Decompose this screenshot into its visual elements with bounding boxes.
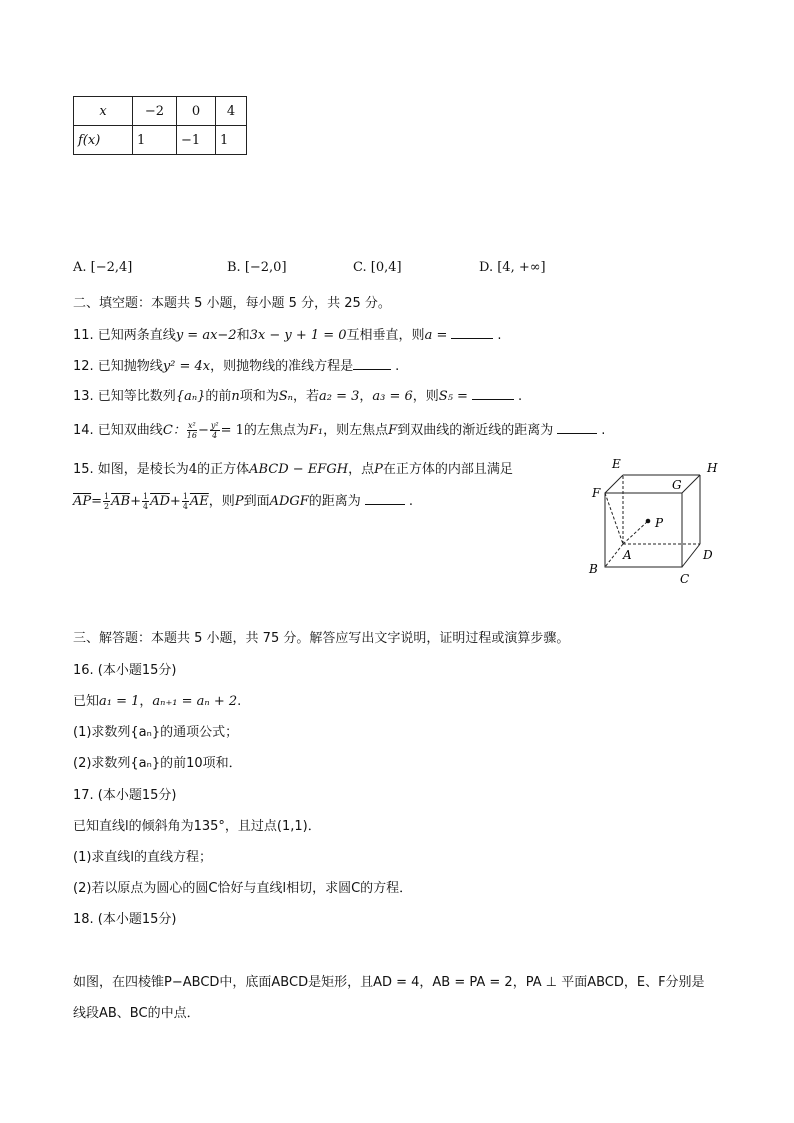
- q11-var: a =: [424, 328, 448, 343]
- fraction: [142, 492, 149, 511]
- fraction-denominator: 4: [212, 431, 218, 440]
- q11-line1-eq: y = ax−2: [175, 328, 237, 343]
- section-heading-fill-blank: 二、填空题：本题共 5 小题，每小题 5 分，共 25 分。: [73, 296, 391, 311]
- label-p: P: [655, 516, 664, 530]
- fraction-denominator: 2: [104, 502, 110, 511]
- option-c: C. [0,4]: [353, 260, 402, 275]
- q14-text: 到双曲线的渐近线的距离为: [397, 423, 554, 438]
- q12-text: 12. 已知抛物线: [73, 359, 163, 374]
- q14-minus: −: [197, 423, 209, 438]
- q13-end: .: [517, 389, 523, 404]
- q13-text: 项和为: [239, 389, 279, 404]
- q12-end: .: [395, 359, 400, 374]
- q15-point: P: [374, 462, 383, 477]
- q15-plus: +: [130, 494, 141, 509]
- q15-text: ，则: [208, 494, 235, 509]
- question-16-part2: (2)求数列{aₙ}的前10项和．: [73, 756, 242, 771]
- vector-ab: $\overline{AB}$: [111, 494, 131, 509]
- table-cell: 4: [216, 97, 247, 126]
- option-d: D. [4, +∞]: [479, 260, 546, 275]
- q13-a3: a₃ = 6: [372, 389, 413, 404]
- q15-text: 在正方体的内部且满足: [382, 462, 513, 477]
- answer-blank: [557, 432, 597, 434]
- question-15-line2: [73, 490, 413, 511]
- cube-figure: [585, 455, 725, 590]
- section-heading-solutions: 三、解答题：本题共 5 小题，共 75 分。解答应写出文字说明，证明过程或演算步骤。: [73, 631, 570, 646]
- fraction: [187, 421, 197, 440]
- q11-text: 11. 已知两条直线: [73, 328, 176, 343]
- q15-plus: +: [169, 494, 181, 509]
- q15-end: .: [408, 494, 413, 509]
- q16-recurrence: aₙ₊₁ = aₙ + 2: [152, 694, 238, 709]
- table-cell: −2: [133, 97, 177, 126]
- q14-eq: = 1: [220, 423, 244, 438]
- question-18-title: 18. (本小题15分): [73, 912, 177, 927]
- question-16-part1: (1)求数列{aₙ}的通项公式；: [73, 725, 239, 740]
- q13-s5: S₅ =: [438, 389, 468, 404]
- fraction-denominator: 16: [186, 431, 197, 440]
- q15-text: ，点: [348, 462, 375, 477]
- fraction-denominator: 4: [143, 502, 149, 511]
- q11-line2-eq: 3x − y + 1 = 0: [249, 328, 347, 343]
- q13-var: Sₙ: [278, 389, 293, 404]
- q11-text: 和: [236, 328, 250, 343]
- segment-ap: [623, 521, 648, 544]
- q15-text: 的距离为: [308, 494, 361, 509]
- q16-text: 已知: [73, 694, 100, 709]
- question-16-title: 16. (本小题15分): [73, 663, 177, 678]
- option-a: A. [−2,4]: [73, 260, 133, 275]
- q16-text: ，: [139, 694, 153, 709]
- q11-text: 互相垂直，则: [346, 328, 425, 343]
- q15-plane: ADGF: [269, 494, 309, 509]
- table-row: [74, 126, 247, 155]
- answer-blank: [365, 503, 405, 505]
- vector-ae: $\overline{AE}$: [189, 494, 209, 509]
- q13-text: ，若: [292, 389, 319, 404]
- q13-var: n: [231, 389, 240, 404]
- answer-blank: [472, 398, 514, 400]
- question-15-line1: [73, 458, 513, 477]
- label-e: E: [612, 457, 621, 471]
- q15-eq: =: [91, 494, 103, 509]
- fraction-numerator: 1: [104, 492, 110, 501]
- q16-a1: a₁ = 1: [99, 694, 140, 709]
- cube-edge: [605, 475, 623, 493]
- q14-end: .: [601, 423, 606, 438]
- fraction: [182, 492, 189, 511]
- label-b: B: [589, 562, 598, 576]
- q14-text: 14. 已知双曲线: [73, 423, 163, 438]
- table-cell: 1: [216, 126, 247, 155]
- question-17-title: 17. (本小题15分): [73, 788, 177, 803]
- q14-text: 的左焦点为: [243, 423, 309, 438]
- q14-c: C：: [162, 423, 186, 438]
- segment-af: [605, 493, 623, 544]
- question-12: [73, 355, 399, 374]
- point-p: [646, 519, 651, 524]
- table-row: [74, 97, 247, 126]
- question-17-given: 已知直线l的倾斜角为135°，且过点(1,1)．: [73, 819, 321, 834]
- fraction: [103, 492, 110, 511]
- question-16-given: [73, 690, 241, 709]
- table-cell: x: [74, 97, 133, 126]
- fraction: [210, 421, 220, 440]
- q13-text: ，则: [412, 389, 439, 404]
- label-g: G: [672, 478, 682, 492]
- q15-point: P: [234, 494, 244, 509]
- question-13: [73, 385, 522, 404]
- question-17-part2: (2)若以原点为圆心的圆C恰好与直线l相切，求圆C的方程．: [73, 881, 413, 896]
- q13-seq: {aₙ}: [175, 389, 206, 404]
- q13-text: 13. 已知等比数列: [73, 389, 176, 404]
- question-11: [73, 324, 501, 343]
- label-f: F: [592, 486, 601, 500]
- cube-edge: [682, 475, 700, 493]
- cube-front-face: [605, 493, 682, 567]
- table-cell: −1: [177, 126, 216, 155]
- fraction-denominator: 4: [182, 502, 188, 511]
- option-b: B. [−2,0]: [227, 260, 287, 275]
- q15-text: 的正方体: [197, 462, 250, 477]
- q14-text: ，则左焦点: [323, 423, 389, 438]
- table-cell: f(x): [74, 126, 133, 155]
- label-a: A: [623, 548, 632, 562]
- fraction-numerator: x²: [188, 421, 196, 430]
- answer-blank: [353, 368, 391, 370]
- q14-f1: F₁: [308, 423, 324, 438]
- fraction-numerator: 1: [182, 492, 188, 501]
- q16-end: .: [237, 694, 242, 709]
- question-18-line1: 如图，在四棱锥P−ABCD中，底面ABCD是矩形，且AD = 4，AB = PA = 2，PA ⊥ 平面ABCD，E、F分别是: [73, 975, 705, 990]
- q13-text: ，: [359, 389, 373, 404]
- q11-end: .: [497, 328, 502, 343]
- q15-text: 15. 如图，是棱长为: [73, 462, 189, 477]
- q15-text: 到面: [243, 494, 270, 509]
- cube-edge: [605, 544, 623, 567]
- table-cell: 0: [177, 97, 216, 126]
- q12-eq: y² = 4x: [162, 359, 211, 374]
- vector-ap: $\overline{AP}$: [73, 494, 92, 509]
- fraction-numerator: y²: [210, 421, 219, 430]
- label-c: C: [680, 572, 690, 586]
- fraction-numerator: 1: [143, 492, 149, 501]
- table-cell: 1: [133, 126, 177, 155]
- vector-ad: $\overline{AD}$: [150, 494, 170, 509]
- answer-blank: [451, 337, 493, 339]
- question-14: [73, 419, 605, 440]
- question-18-line2: 线段AB、BC的中点．: [73, 1006, 200, 1021]
- label-d: D: [703, 548, 713, 562]
- q14-f: F: [388, 423, 398, 438]
- cube-edge: [682, 544, 700, 567]
- label-h: H: [707, 461, 718, 475]
- q13-a2: a₂ = 3: [318, 389, 360, 404]
- q13-text: 的前: [205, 389, 232, 404]
- question-17-part1: (1)求直线l的直线方程；: [73, 850, 213, 865]
- q12-text: ，则抛物线的准线方程是: [210, 359, 354, 374]
- q15-cube: ABCD − EFGH: [249, 462, 349, 477]
- function-value-table: [73, 96, 247, 155]
- q15-edge: 4: [188, 462, 198, 477]
